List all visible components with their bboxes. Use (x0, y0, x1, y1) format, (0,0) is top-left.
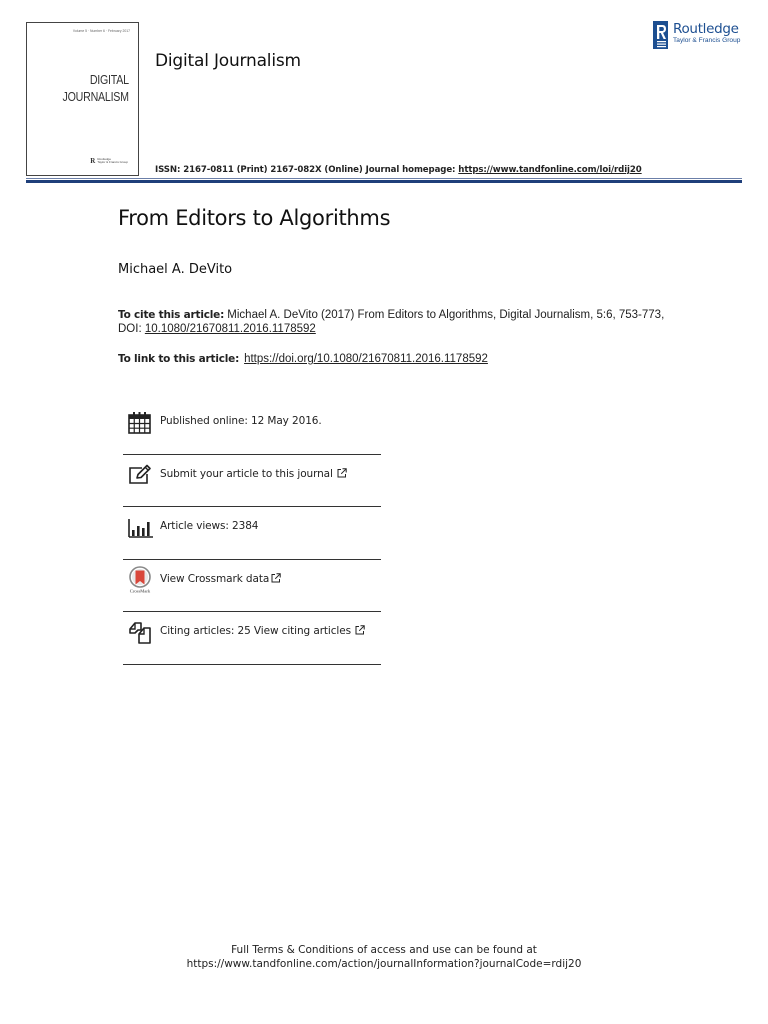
cover-publisher-text (97, 158, 128, 164)
submit-article-link[interactable] (160, 468, 347, 480)
header-divider (26, 180, 742, 183)
publisher-logo[interactable] (653, 21, 740, 49)
issn-text: ISSN: 2167-0811 (Print) 2167-082X (Online) Journal homepage: (155, 165, 459, 175)
issn-line (155, 165, 642, 175)
journal-homepage-link[interactable]: https://www.tandfonline.com/loi/rdij20 (458, 165, 642, 175)
citing-articles-icon (127, 620, 153, 646)
link-label: To link to this article: (118, 353, 240, 365)
publisher-text (673, 21, 740, 45)
article-doi-link[interactable]: https://doi.org/10.1080/21670811.2016.1178592 (244, 353, 488, 365)
cover-title-line1: DIGITAL (90, 72, 129, 87)
article-views-text: Article views: 2384 (160, 520, 259, 532)
footer-line1: Full Terms & Conditions of access and use can be found at (231, 944, 537, 956)
citation-block (118, 308, 678, 336)
calendar-icon (127, 410, 153, 436)
publisher-subtitle: Taylor & Francis Group (673, 37, 741, 44)
routledge-r-icon (653, 21, 668, 49)
crossmark-label: View Crossmark data (160, 572, 270, 585)
footer-terms (0, 943, 768, 971)
info-row-views (123, 507, 381, 560)
info-row-submit[interactable] (123, 455, 381, 508)
cite-doi-link[interactable]: 10.1080/21670811.2016.1178592 (144, 323, 316, 335)
cover-publisher-sub: Taylor & Francis Group (97, 160, 128, 164)
article-info-list (123, 402, 381, 665)
cover-r-logo-icon: R (90, 157, 96, 165)
article-title: From Editors to Algorithms (118, 206, 391, 230)
article-author: Michael A. DeVito (118, 262, 233, 277)
external-link-icon (355, 625, 365, 635)
footer-terms-link[interactable]: https://www.tandfonline.com/action/journalInformation?journalCode=rdij20 (186, 958, 582, 970)
external-link-icon (337, 468, 347, 478)
header-divider-thin (26, 178, 742, 179)
submit-article-label: Submit your article to this journal (160, 467, 333, 480)
citing-articles-label: Citing articles: 25 View citing articles (160, 625, 351, 637)
crossmark-icon (127, 566, 153, 594)
cite-label: To cite this article: (118, 309, 225, 321)
crossmark-link[interactable] (160, 573, 281, 585)
cover-publisher-name: Routledge (97, 157, 111, 161)
external-link-icon (271, 573, 281, 583)
edit-pencil-icon (127, 463, 153, 489)
journal-cover-thumbnail (26, 22, 139, 176)
publisher-name: Routledge (673, 21, 739, 37)
cover-title-line2: JOURNALISM (62, 89, 129, 104)
info-row-crossmark[interactable] (123, 560, 381, 613)
cover-issue-line: Volume 5 · Number 6 · February 2017 (72, 29, 130, 33)
crossmark-icon-label: CrossMark (129, 588, 151, 593)
cite-text: Michael A. DeVito (2017) From Editors to Algorithms, Digital Journalism, 5:6, 753-773, DOI: (118, 309, 665, 335)
cover-title (63, 71, 129, 105)
citing-articles-link[interactable] (160, 625, 365, 637)
journal-name: Digital Journalism (155, 51, 301, 71)
cover-publisher-logo (90, 157, 128, 165)
article-link-block (118, 347, 488, 366)
info-row-published (123, 402, 381, 455)
published-online-text: Published online: 12 May 2016. (160, 415, 322, 427)
info-row-citing[interactable] (123, 612, 381, 665)
bar-chart-icon (127, 515, 153, 541)
